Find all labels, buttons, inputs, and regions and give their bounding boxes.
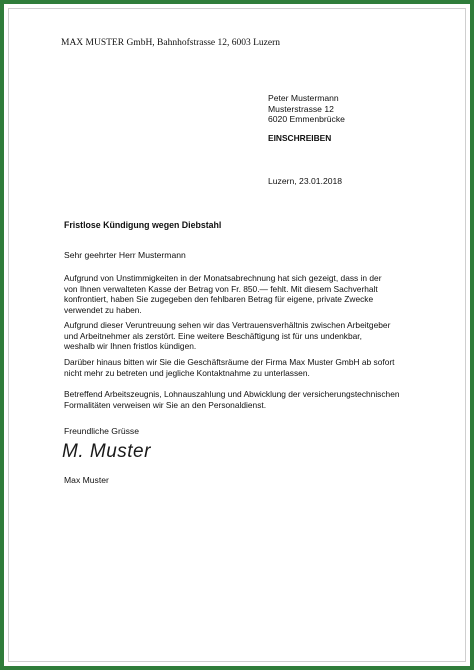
handwritten-signature: M. Muster (62, 441, 151, 462)
paragraph-line: Darüber hinaus bitten wir Sie die Geschäftsräume der Firma Max Muster GmbH ab sofort (64, 357, 395, 367)
body-paragraph-4 (64, 389, 429, 410)
body-paragraph-2 (64, 320, 429, 352)
sender-address-line: MAX MUSTER GmbH, Bahnhofstrasse 12, 6003 Luzern (61, 38, 281, 48)
paragraph-line: konfrontiert, haben Sie zugegeben den fehlbaren Betrag für eigene, private Zwecke (64, 294, 374, 305)
paragraph-line: verwendet zu haben. (64, 304, 142, 315)
paragraph-line: weshalb wir Ihnen fristlos kündigen. (64, 341, 197, 352)
recipient-name: Peter Mustermann (268, 93, 339, 103)
salutation: Sehr geehrter Herr Mustermann (64, 250, 186, 260)
paragraph-line: Aufgrund dieser Veruntreuung sehen wir das Vertrauensverhältnis zwischen Arbeitgeber (64, 320, 391, 330)
body-paragraph-3 (64, 357, 429, 378)
paragraph-line: Formalitäten verweisen wir Sie an den Personaldienst. (64, 399, 267, 410)
recipient-city: 6020 Emmenbrücke (268, 114, 345, 124)
paragraph-line: Aufgrund von Unstimmigkeiten in der Monatsabrechnung hat sich gezeigt, dass in der (64, 273, 382, 283)
paragraph-line: und Arbeitnehmer als zerstört. Eine weitere Beschäftigung ist für uns undenkbar, (64, 330, 362, 341)
recipient-address-block (268, 93, 345, 125)
date-line: Luzern, 23.01.2018 (268, 176, 343, 186)
paragraph-line: von Ihnen verwalteten Kasse der Betrag von Fr. 850.— fehlt. Mit diesem Sachverhalt (64, 283, 378, 294)
subject-line: Fristlose Kündigung wegen Diebstahl (64, 220, 222, 230)
paragraph-line: nicht mehr zu betreten und jegliche Kontaktnahme zu unterlassen. (64, 367, 310, 378)
recipient-street: Musterstrasse 12 (268, 103, 334, 114)
paragraph-line: Betreffend Arbeitszeugnis, Lohnauszahlung und Abwicklung der versicherungstechnischen (64, 389, 400, 399)
letter-page (8, 8, 466, 662)
body-paragraph-1 (64, 273, 429, 315)
registered-mail-label: EINSCHREIBEN (268, 133, 332, 143)
signer-name: Max Muster (64, 475, 109, 485)
closing-greeting: Freundliche Grüsse (64, 426, 139, 436)
